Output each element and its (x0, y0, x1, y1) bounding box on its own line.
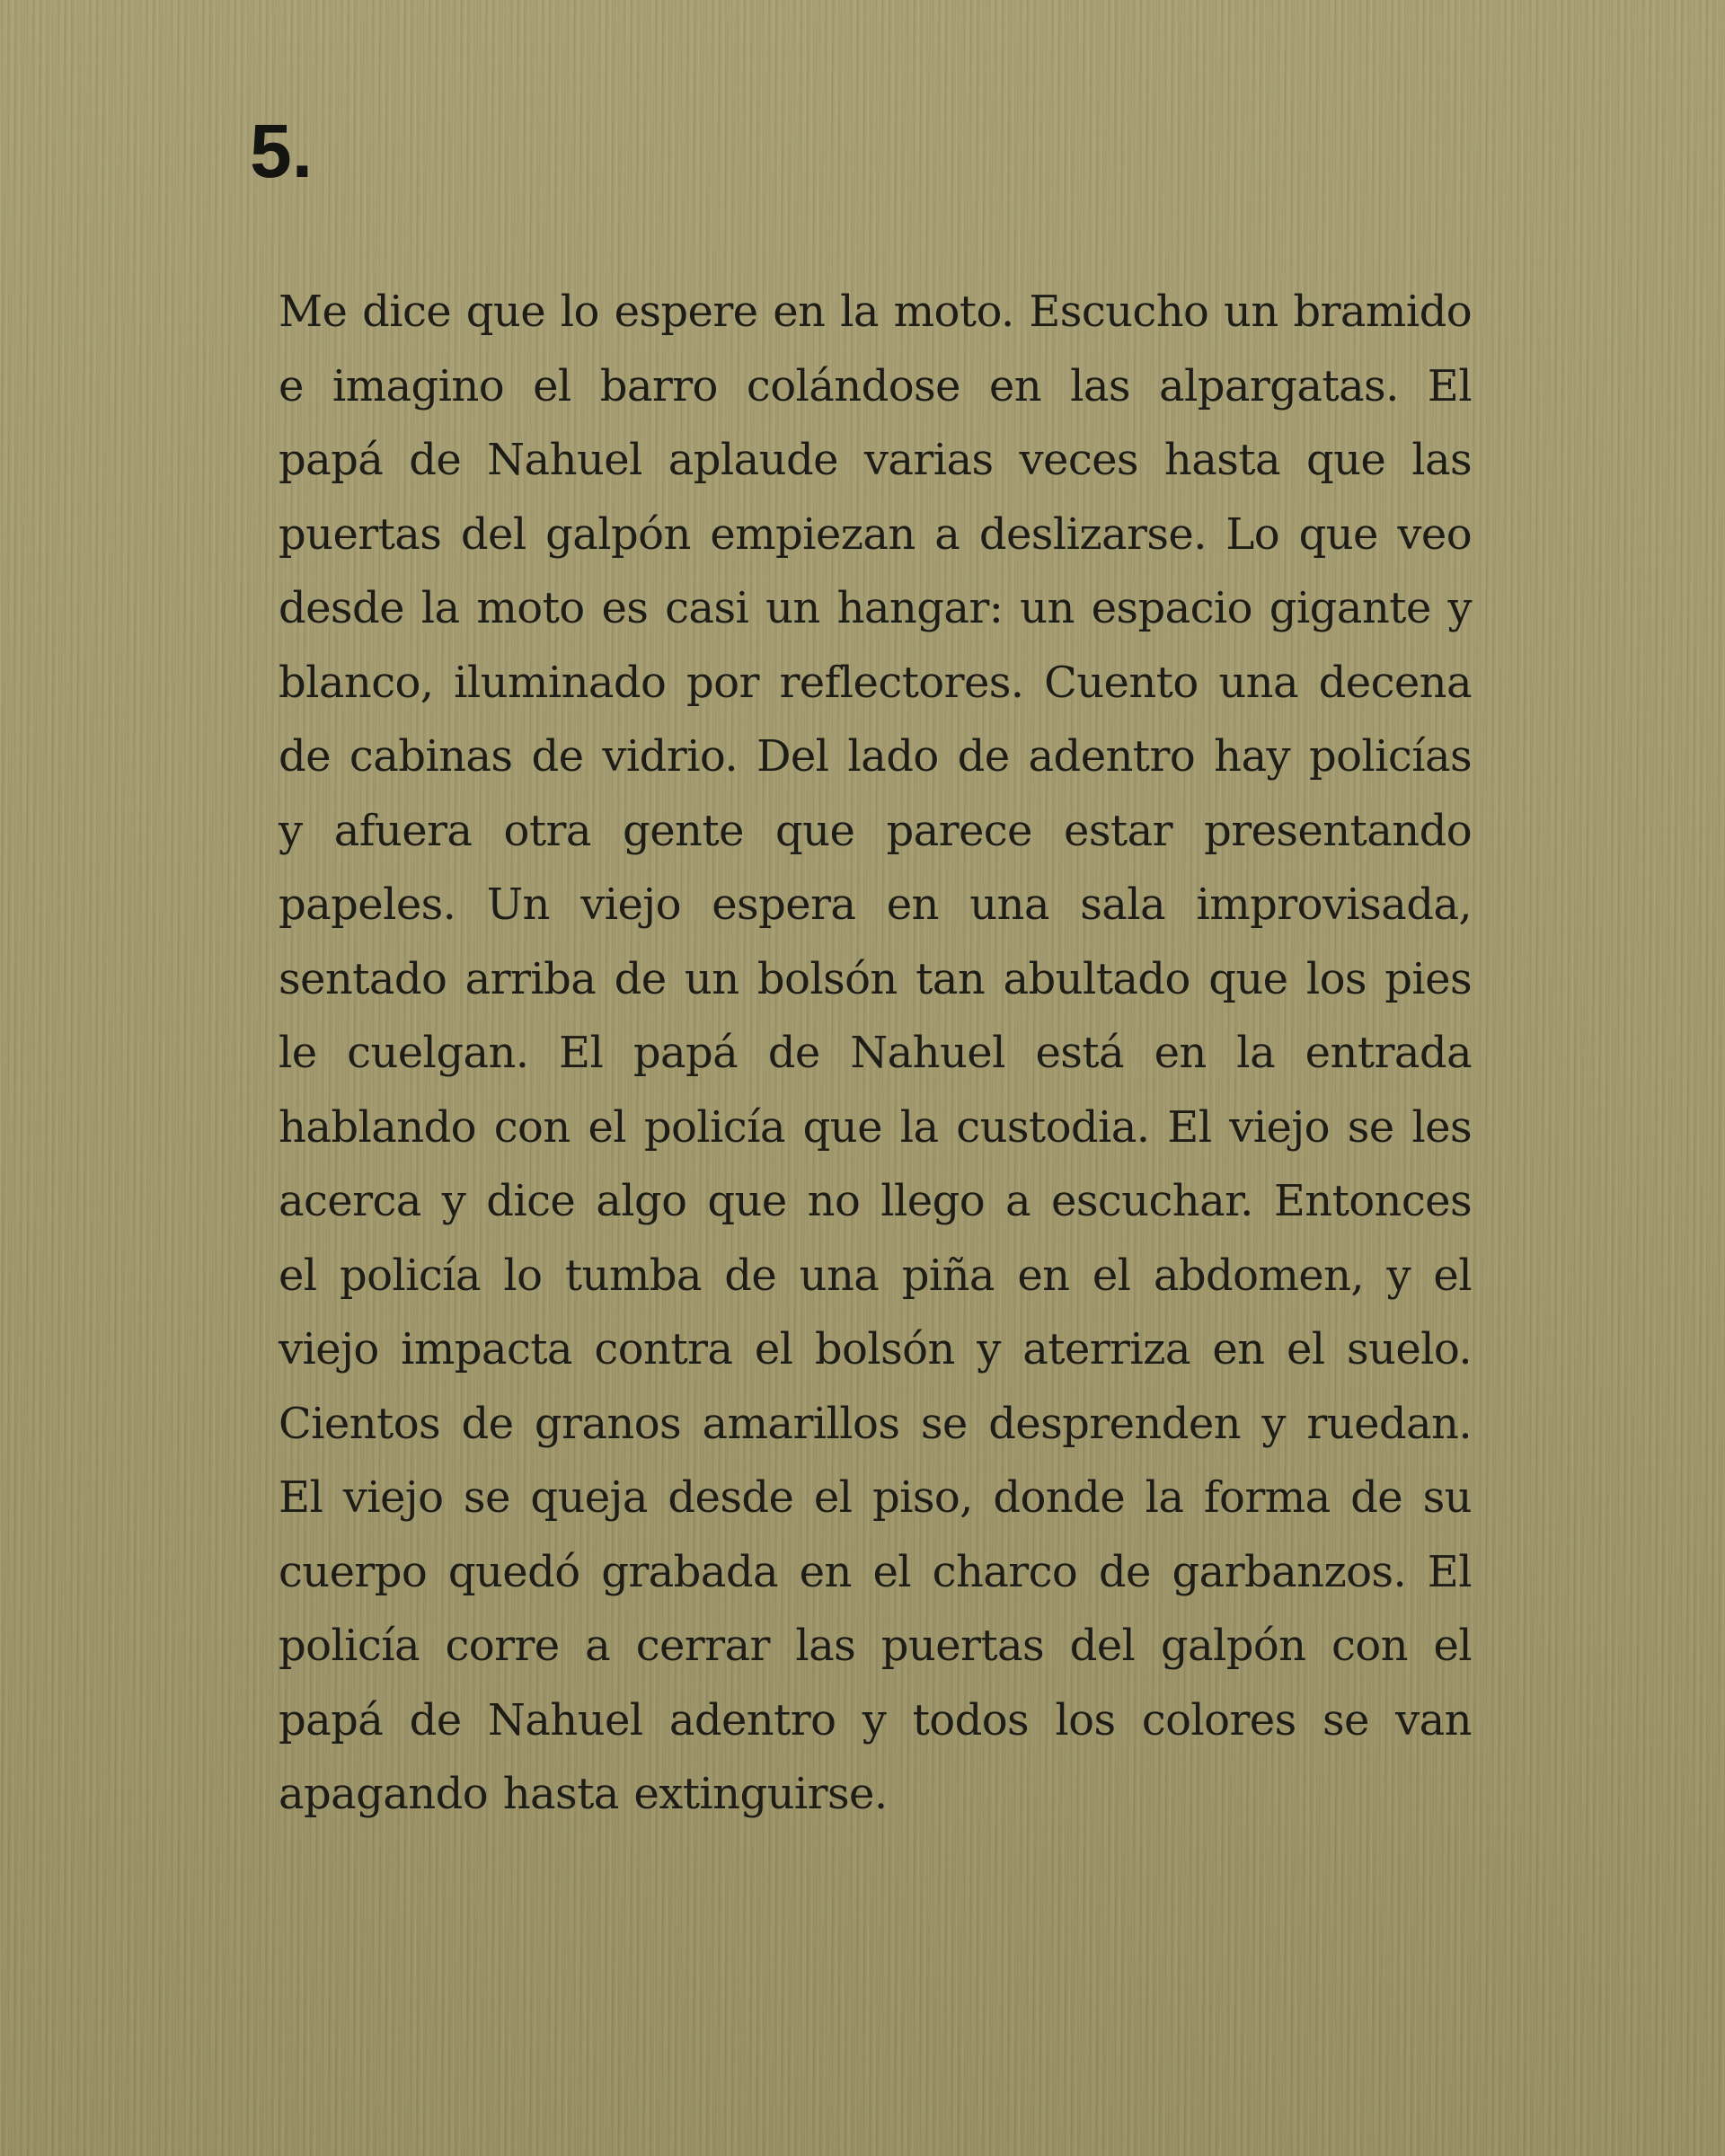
chapter-number: 5. (250, 109, 314, 193)
body-paragraph: Me dice que lo espere en la moto. Escucho un bramido e imagino el barro colándose en las alpargatas. El papá de Nahuel aplaude varias veces hasta que las puertas del galpón empiezan a deslizarse. Lo que veo desde la moto es casi un hangar: un espacio gigante y blanco, iluminado por reflectores. Cuento una decena de cabinas de vidrio. Del lado de adentro hay policías y afuera otra gente que parece estar presentando papeles. Un viejo espera en una sala improvisada, sentado arriba de un bolsón tan abultado que los pies le cuelgan. El papá de Nahuel está en la entrada hablando con el policía que la custodia. El viejo se les acerca y dice algo que no llego a escuchar. Entonces el policía lo tumba de una piña en el abdomen, y el viejo impacta contra el bolsón y aterriza en el suelo. Cientos de granos amarillos se desprenden y ruedan. El viejo se queja desde el piso, donde la forma de su cuerpo quedó grabada en el charco de garbanzos. El policía corre a cerrar las puertas del galpón con el papá de Nahuel adentro y todos los colores se van apagando hasta extinguirse. (279, 287, 1472, 1819)
